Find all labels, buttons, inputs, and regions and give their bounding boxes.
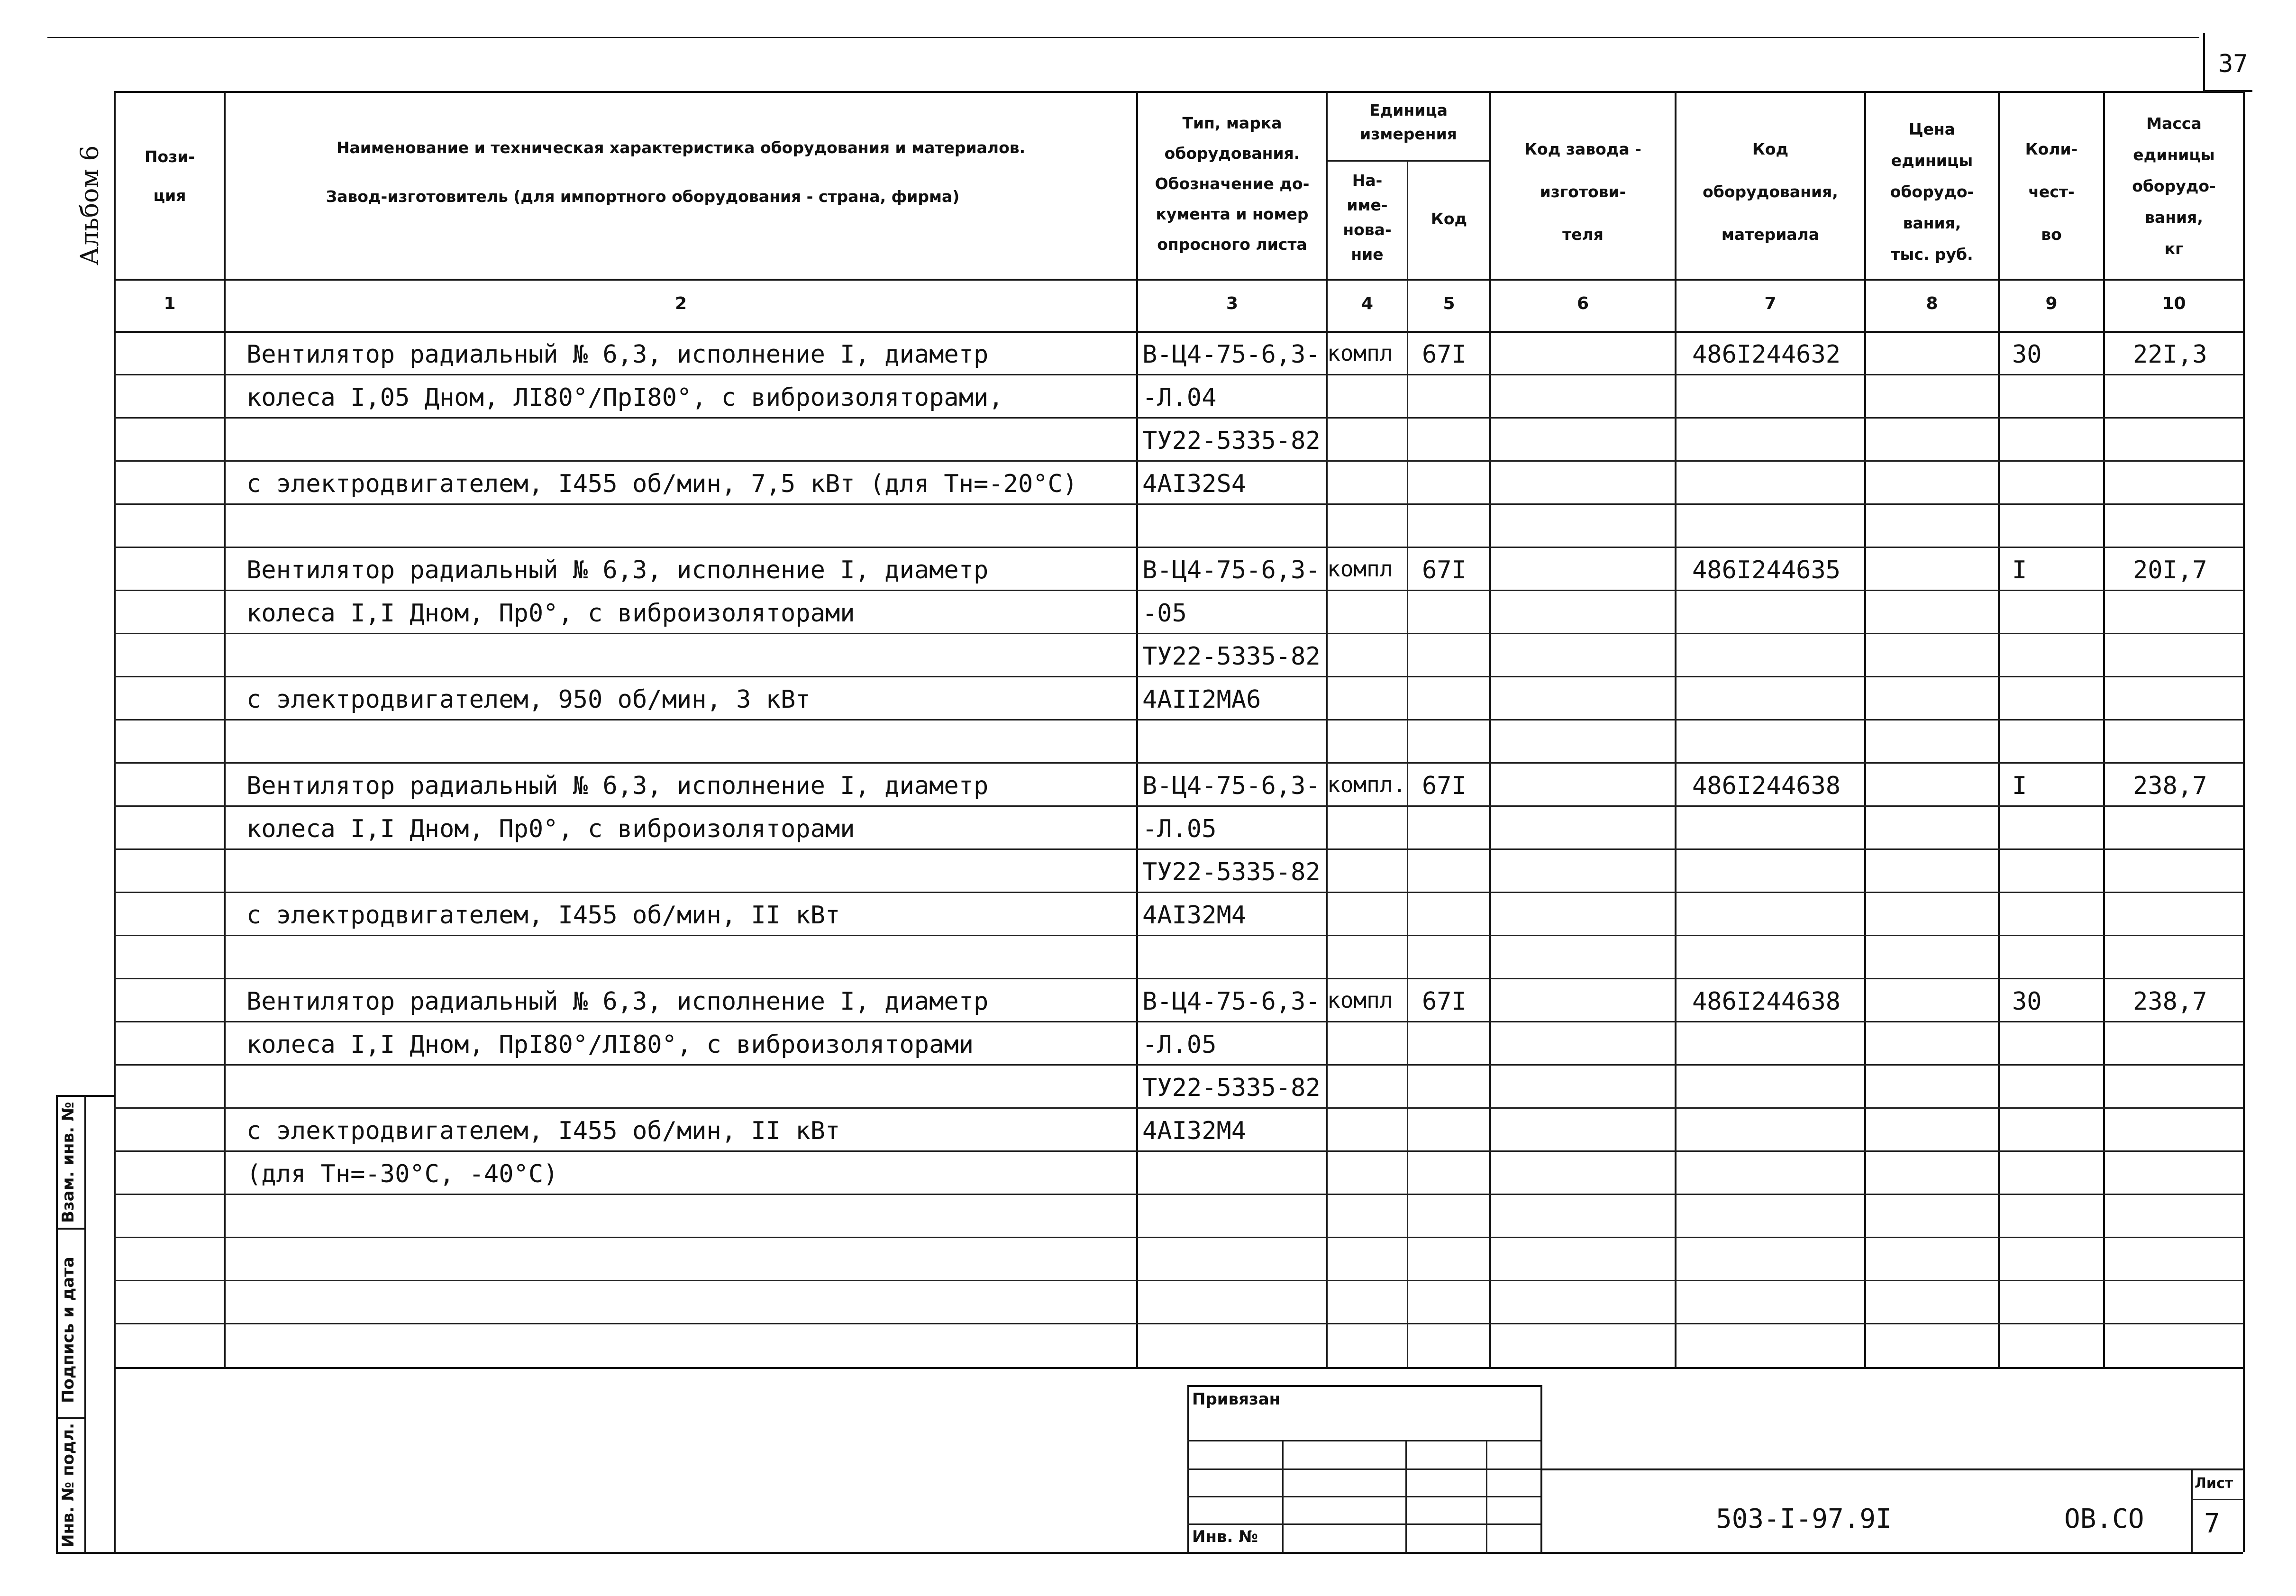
item-name: Вентилятор радиальный № 6,3, исполнение I, диаметр [246,987,989,1016]
item-type: В-Ц4-75-6,3- [1142,987,1321,1016]
stamp-inv-replace: Взам. инв. № [59,1102,78,1223]
item-type: В-Ц4-75-6,3- [1142,772,1321,800]
doc-code: 503-I-97.9I [1716,1504,1892,1534]
item-quantity: I [2012,556,2027,584]
header-unit-name: На- име- нова- ние [1343,171,1392,264]
item-unit: компл [1327,340,1393,366]
item-unit-code: 67I [1422,772,1467,800]
header-unit-group: Единица измерения [1360,101,1457,143]
item-type: 4АI32М4 [1142,901,1247,930]
sheet-label: Лист [2195,1475,2233,1492]
item-equipment-code: 486I244638 [1692,987,1841,1016]
header-name-line2: Завод-изготовитель (для импортного оборудования - страна, фирма) [326,187,960,206]
colnum-9: 9 [2045,294,2058,313]
colnum-2: 2 [674,294,687,313]
item-type: -Л.04 [1142,383,1217,412]
header-unit-code: Код [1430,210,1467,228]
album-label: Альбом 6 [76,145,104,265]
colnum-1: 1 [164,294,176,313]
item-type: ТУ22-5335-82 [1142,858,1321,886]
item-name: (для Тн=-30°С, -40°С) [246,1160,558,1188]
item-type: -Л.05 [1142,1031,1217,1059]
item-type: 4АII2МА6 [1142,685,1261,714]
item-unit-code: 67I [1422,987,1467,1016]
item-type: -05 [1142,599,1187,628]
colnum-10: 10 [2162,294,2186,313]
item-quantity: 30 [2012,340,2042,369]
item-name: колеса I,I Дном, Пр0°, с виброизоляторами [246,815,855,843]
colnum-3: 3 [1226,294,1239,313]
header-price: Цена единицы оборудо- вания, тыс. руб. [1890,120,1974,264]
item-unit: компл [1327,556,1393,582]
item-type: ТУ22-5335-82 [1142,1074,1321,1102]
item-quantity: 30 [2012,987,2042,1016]
item-name: колеса I,I Дном, Пр0°, с виброизоляторами [246,599,855,628]
item-name: колеса I,I Дном, ПрI80°/ЛI80°, с виброизоляторами [246,1031,974,1059]
doc-section: ОВ.СО [2064,1504,2144,1534]
sheet-number: 7 [2204,1508,2220,1539]
item-type: В-Ц4-75-6,3- [1142,340,1321,369]
item-mass: 238,7 [2133,987,2207,1016]
item-type: В-Ц4-75-6,3- [1142,556,1321,584]
item-name: Вентилятор радиальный № 6,3, исполнение I, диаметр [246,340,989,369]
stamp-sign-date: Подпись и дата [59,1257,78,1403]
item-type: 4АI32S4 [1142,470,1247,498]
item-unit-code: 67I [1422,556,1467,584]
item-unit-code: 67I [1422,340,1467,369]
item-type: 4АI32М4 [1142,1117,1247,1145]
header-factory-code: Код завода - изготови- теля [1524,140,1641,244]
item-equipment-code: 486I244632 [1692,340,1841,369]
item-name: с электродвигателем, 950 об/мин, 3 кВт [246,685,811,714]
item-name: Вентилятор радиальный № 6,3, исполнение I, диаметр [246,772,989,800]
colnum-8: 8 [1926,294,1938,313]
item-mass: 20I,7 [2133,556,2207,584]
item-name: с электродвигателем, I455 об/мин, II кВт [246,901,840,930]
item-mass: 22I,3 [2133,340,2207,369]
colnum-6: 6 [1576,294,1589,313]
item-name: Вентилятор радиальный № 6,3, исполнение I, диаметр [246,556,989,584]
item-type: ТУ22-5335-82 [1142,642,1321,671]
colnum-5: 5 [1443,294,1455,313]
item-type: ТУ22-5335-82 [1142,427,1321,455]
stamp-inv-orig: Инв. № подл. [59,1423,78,1548]
item-unit: компл. [1327,772,1406,797]
item-unit: компл [1327,987,1393,1013]
header-name-line1: Наименование и техническая характеристика оборудования и материалов. [336,138,1026,157]
header-mass: Масса единицы оборудо- вания, кг [2132,114,2216,258]
header-equipment-code: Код оборудования, материала [1703,140,1838,244]
privyazan-label: Привязан [1192,1390,1281,1409]
item-type: -Л.05 [1142,815,1217,843]
header-quantity: Коли- чест- во [2025,140,2078,244]
item-equipment-code: 486I244638 [1692,772,1841,800]
item-name: с электродвигателем, I455 об/мин, 7,5 кВт (для Тн=-20°С) [246,470,1078,498]
inv-no-label: Инв. № [1192,1527,1258,1546]
header-type: Тип, марка оборудования. Обозначение до- кумента и номер опросного листа [1155,114,1310,254]
page-number: 37 [2218,50,2248,78]
item-equipment-code: 486I244635 [1692,556,1841,584]
item-mass: 238,7 [2133,772,2207,800]
colnum-7: 7 [1764,294,1777,313]
item-name: с электродвигателем, I455 об/мин, II кВт [246,1117,840,1145]
header-position: Пози- ция [144,147,195,205]
item-name: колеса I,05 Дном, ЛI80°/ПрI80°, с виброизоляторами, [246,383,1003,412]
item-quantity: I [2012,772,2027,800]
colnum-4: 4 [1361,294,1374,313]
